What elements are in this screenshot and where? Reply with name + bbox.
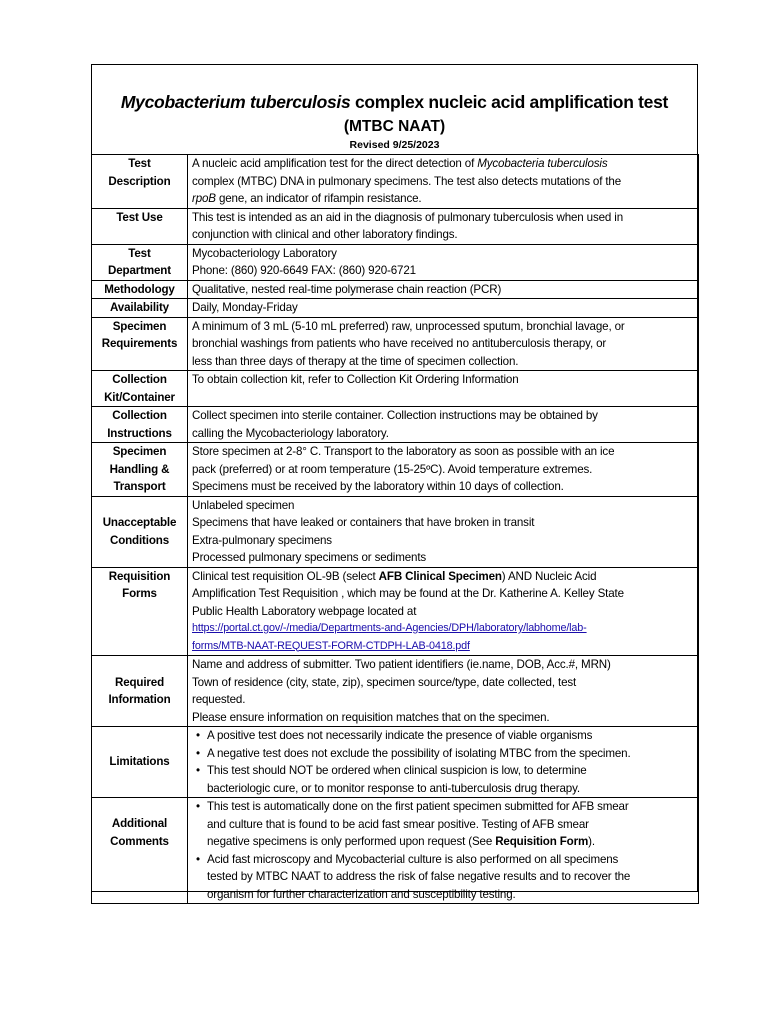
- row-test-department: [92, 244, 699, 280]
- row-specimen-requirements: [92, 317, 699, 371]
- label-collection-instructions: Collection Instructions: [92, 407, 188, 443]
- value-availability: Daily, Monday-Friday: [188, 299, 699, 318]
- list-item: • Acid fast microscopy and Mycobacterial culture is also performed on all specimens tested by MTBC NAAT to address the risk of false negative results and to recover the organism for further characterization and susceptibility testing.: [192, 851, 695, 904]
- page-subtitle: (MTBC NAAT): [343, 118, 446, 135]
- label-unacceptable-conditions: Unacceptable Conditions: [92, 496, 188, 567]
- row-limitations: [92, 727, 699, 798]
- value-test-use: This test is intended as an aid in the diagnosis of pulmonary tuberculosis when used in conjunction with clinical and other laboratory findings.: [188, 208, 699, 244]
- revised-date: Revised 9/25/2023: [349, 139, 440, 151]
- value-unacceptable-conditions: [188, 496, 699, 567]
- value-specimen-requirements: A minimum of 3 mL (5-10 mL preferred) raw, unprocessed sputum, bronchial lavage, or bronchial washings from patients who have received no antituberculosis therapy, or less than three days of therapy at the time of specimen collection.: [188, 317, 699, 371]
- value-collection-kit: To obtain collection kit, refer to Collection Kit Ordering Information: [188, 371, 699, 407]
- row-collection-kit: [92, 371, 699, 407]
- list-item: • A positive test does not necessarily indicate the presence of viable organisms: [192, 727, 695, 745]
- label-test-department: Test Department: [92, 244, 188, 280]
- list-item: Extra-pulmonary specimens: [192, 533, 332, 547]
- label-test-description: Test Description: [92, 155, 188, 209]
- row-availability: [92, 299, 699, 318]
- row-required-information: [92, 656, 699, 727]
- label-additional-comments: Additional Comments: [92, 798, 188, 904]
- test-info-table: [91, 154, 699, 904]
- label-specimen-handling: Specimen Handling & Transport: [92, 443, 188, 497]
- document-frame: [91, 64, 698, 901]
- label-collection-kit: Collection Kit/Container: [92, 371, 188, 407]
- requisition-form-link[interactable]: https://portal.ct.gov/-/media/Departments-and-Agencies/DPH/laboratory/labhome/lab-: [192, 622, 587, 634]
- value-collection-instructions: Collect specimen into sterile container. Collection instructions may be obtained by calling the Mycobacteriology laboratory.: [188, 407, 699, 443]
- row-test-use: [92, 208, 699, 244]
- title-italic: Mycobacterium tuberculosis: [120, 92, 351, 112]
- value-additional-comments: [188, 798, 699, 904]
- requisition-form-link-cont[interactable]: forms/MTB-NAAT-REQUEST-FORM-CTDPH-LAB-0418.pdf: [192, 639, 470, 652]
- row-test-description: [92, 155, 699, 209]
- list-item: Specimens that have leaked or containers that have broken in transit: [192, 516, 535, 529]
- value-specimen-handling: Store specimen at 2-8° C. Transport to the laboratory as soon as possible with an ice pack (preferred) or at room temperature (15-25ºC). Avoid temperature extremes. Specimens must be received by the laboratory within 10 days of collection.: [188, 443, 699, 497]
- label-test-use: Test Use: [92, 208, 188, 244]
- label-required-information: Required Information: [92, 656, 188, 727]
- document-header: [92, 65, 697, 154]
- comments-list: [192, 798, 695, 903]
- list-item: • This test is automatically done on the first patient specimen submitted for AFB smear and culture that is found to be acid fast smear positive. Testing of AFB smear negative specimens is only performed upon request (See Requisition Form).: [192, 798, 695, 851]
- row-collection-instructions: [92, 407, 699, 443]
- value-required-information: Name and address of submitter. Two patient identifiers (ie.name, DOB, Acc.#, MRN) Town of residence (city, state, zip), specimen source/type, date collected, test requested. Please ensure information on requisition matches that on the specimen.: [188, 656, 699, 727]
- value-limitations: [188, 727, 699, 798]
- value-test-department: Mycobacteriology Laboratory Phone: (860) 920-6649 FAX: (860) 920-6721: [188, 244, 699, 280]
- list-item: • This test should NOT be ordered when clinical suspicion is low, to determine bacteriologic cure, or to monitor response to anti-tuberculosis drug therapy.: [192, 762, 695, 797]
- limitations-list: [192, 727, 695, 797]
- row-requisition-forms: [92, 567, 699, 656]
- list-item: Unlabeled specimen: [192, 498, 295, 512]
- title-rest: complex nucleic acid amplification test: [350, 92, 669, 112]
- row-methodology: [92, 280, 699, 299]
- row-additional-comments: [92, 798, 699, 904]
- label-specimen-requirements: Specimen Requirements: [92, 317, 188, 371]
- value-requisition-forms: Clinical test requisition OL-9B (select AFB Clinical Specimen) AND Nucleic Acid Amplification Test Requisition , which may be found at the Dr. Katherine A. Kelley State Public Health Laboratory webpage located at https://portal.ct.gov/-/media/Departments-and-Agencies/DPH/laboratory/labhome/lab- forms/MTB-NAAT-REQUEST-FORM-CTDPH-LAB-0418.pdf: [188, 567, 699, 656]
- label-methodology: Methodology: [92, 280, 188, 299]
- page-title: [92, 92, 697, 113]
- row-unacceptable-conditions: [92, 496, 699, 567]
- label-limitations: Limitations: [92, 727, 188, 798]
- list-item: • A negative test does not exclude the possibility of isolating MTBC from the specimen.: [192, 745, 695, 763]
- label-availability: Availability: [92, 299, 188, 318]
- list-item: Processed pulmonary specimens or sediments: [192, 551, 427, 564]
- value-methodology: Qualitative, nested real-time polymerase chain reaction (PCR): [188, 280, 699, 299]
- label-requisition-forms: Requisition Forms: [92, 567, 188, 656]
- row-specimen-handling: [92, 443, 699, 497]
- value-test-description: A nucleic acid amplification test for the direct detection of Mycobacteria tuberculosis complex (MTBC) DNA in pulmonary specimens. The test also detects mutations of the rpoB gene, an indicator of rifampin resistance.: [188, 155, 699, 209]
